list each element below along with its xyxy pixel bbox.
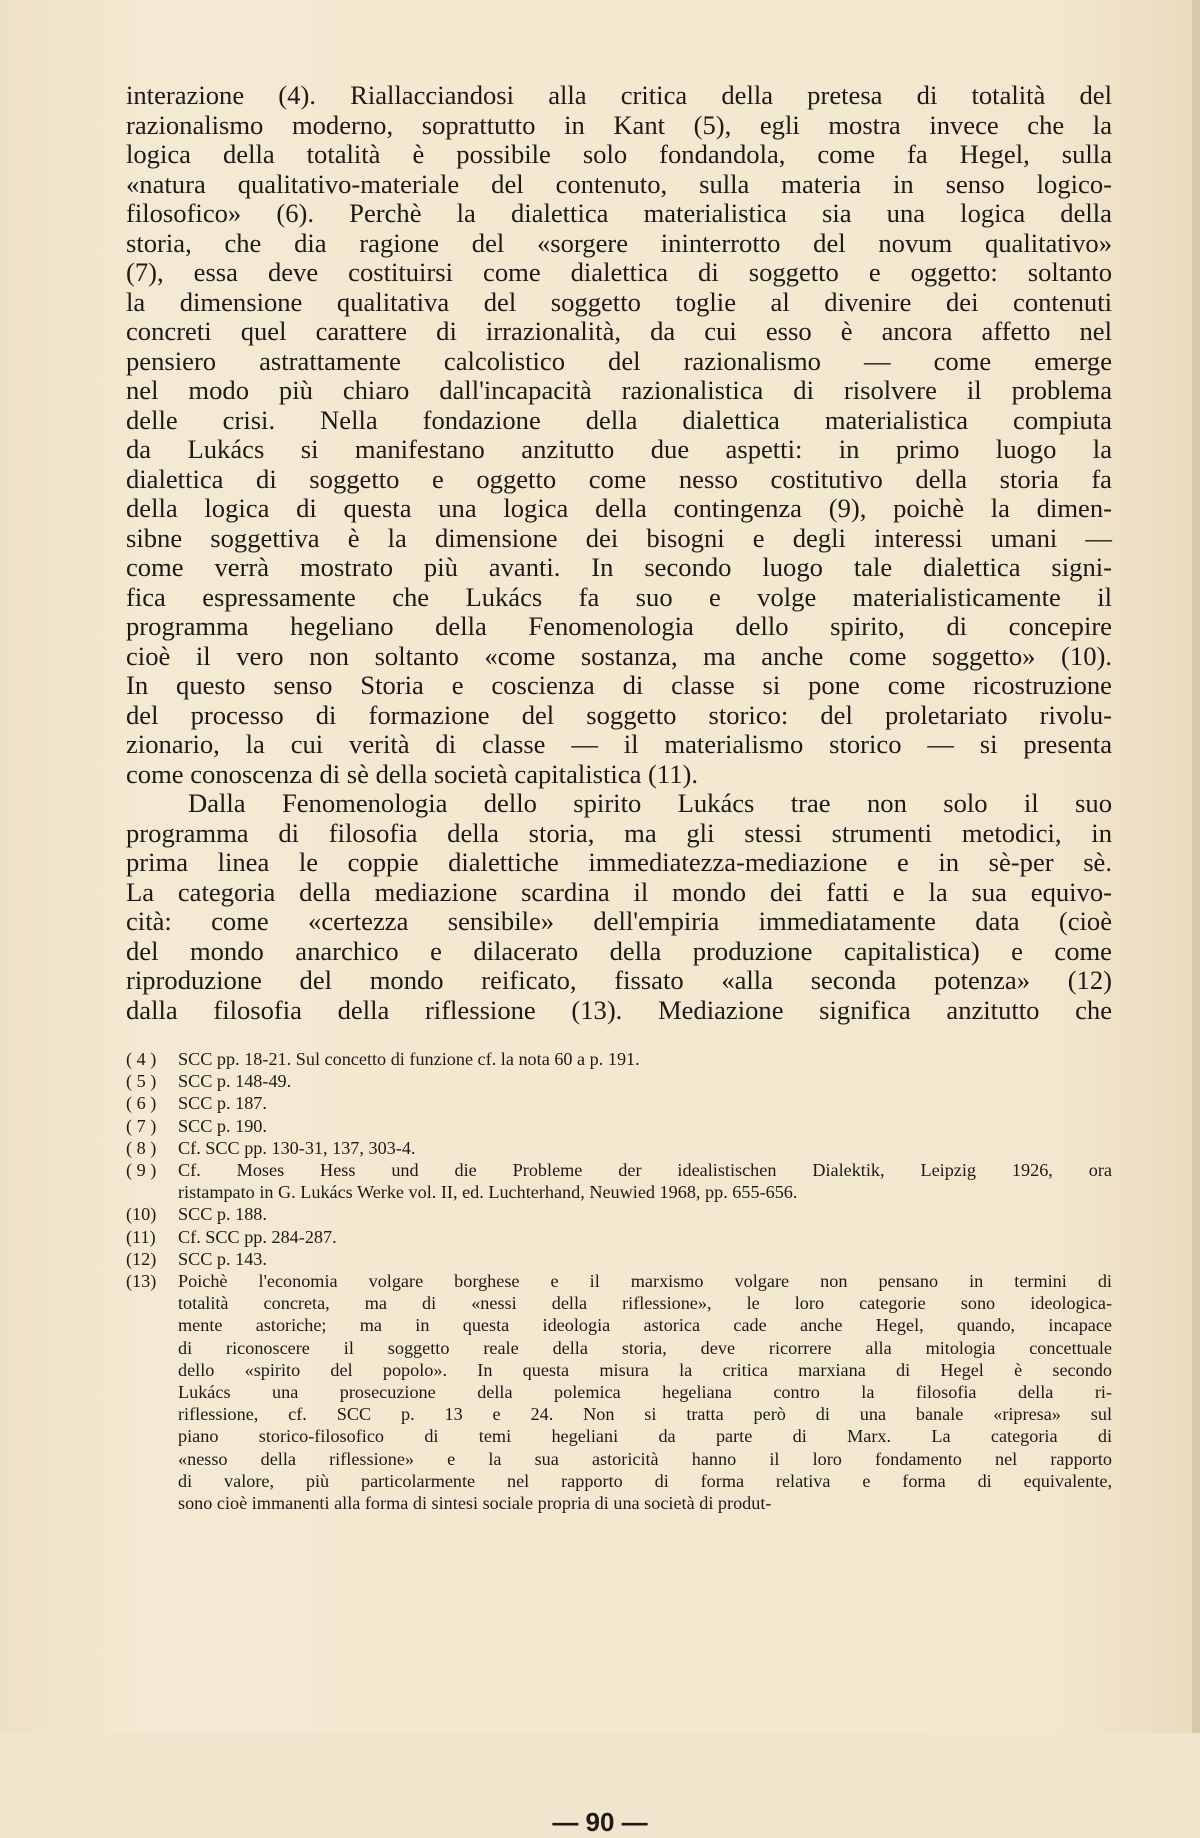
- body-line: della logica di questa una logica della contingenza (9), poichè la dimen-: [126, 493, 1112, 523]
- body-line: interazione (4). Riallacciandosi alla critica della pretesa di totalità del: [126, 80, 1112, 110]
- footnote-line: ristampato in G. Lukács Werke vol. II, ed. Luchterhand, Neuwied 1968, pp. 655-656.: [178, 1182, 798, 1203]
- footnote-line: Poichè l'economia volgare borghese e il marxismo volgare non pensano in termini di: [178, 1271, 1112, 1292]
- body-line: come conoscenza di sè della società capitalistica (11).: [126, 758, 698, 789]
- body-line: pensiero astrattamente calcolistico del razionalismo — come emerge: [126, 345, 1112, 376]
- footnote-line: Cf. SCC pp. 284-287.: [178, 1226, 337, 1247]
- footnote: [126, 1203, 1112, 1225]
- body-line: cioè il vero non soltanto «come sostanza, ma anche come soggetto» (10).: [126, 640, 1112, 671]
- footnote-number: ( 7 ): [126, 1115, 157, 1136]
- body-line: programma hegeliano della Fenomenologia dello spirito, di concepire: [126, 611, 1112, 641]
- footnote-line: Cf. Moses Hess und die Probleme der idealistischen Dialektik, Leipzig 1926, ora: [178, 1160, 1112, 1181]
- body-line: concreti quel carattere di irrazionalità, da cui esso è ancora affetto nel: [126, 316, 1112, 346]
- footnote-line: Cf. SCC pp. 130-31, 137, 303-4.: [178, 1137, 416, 1158]
- footnote-line: «nesso della riflessione» e la sua astoricità hanno il loro fondamento nel rapporto: [178, 1448, 1112, 1469]
- footnote: [126, 1248, 1112, 1270]
- body-line: dalla filosofia della riflessione (13). Mediazione significa anzitutto che: [126, 994, 1112, 1025]
- footnote-number: ( 5 ): [126, 1071, 157, 1092]
- body-line: da Lukács si manifestano anzitutto due aspetti: in primo luogo la: [126, 434, 1112, 464]
- body-line: razionalismo moderno, soprattutto in Kant (5), egli mostra invece che la: [126, 109, 1112, 140]
- footnote-line: SCC p. 187.: [178, 1093, 267, 1114]
- footnote-line: SCC p. 188.: [178, 1204, 267, 1225]
- footnote: [126, 1115, 1112, 1137]
- footnote-line: di valore, più particolarmente nel rapporto di forma relativa e forma di equivalente,: [178, 1470, 1112, 1491]
- body-line: delle crisi. Nella fondazione della dialettica materialistica compiuta: [126, 404, 1112, 435]
- body-line: programma di filosofia della storia, ma gli stessi strumenti metodici, in: [126, 817, 1112, 848]
- body-text: [126, 81, 1112, 1025]
- footnote-number: (10): [126, 1204, 157, 1225]
- body-line: fica espressamente che Lukács fa suo e volge materialisticamente il: [126, 581, 1112, 612]
- footnote-number: (11): [126, 1226, 156, 1247]
- body-line: la dimensione qualitativa del soggetto toglie al divenire dei contenuti: [126, 286, 1112, 317]
- body-line: zionario, la cui verità di classe — il materialismo storico — si presenta: [126, 729, 1112, 759]
- footnote-line: totalità concreta, ma di «nessi della riflessione», le loro categorie sono ideologica-: [178, 1293, 1112, 1314]
- body-line: sibne soggettiva è la dimensione dei bisogni e degli interessi umani —: [126, 522, 1112, 553]
- body-line: del processo di formazione del soggetto storico: del proletariato rivolu-: [126, 699, 1112, 730]
- footnote-line: SCC p. 148-49.: [178, 1071, 292, 1092]
- footnote-line: piano storico-filosofico di temi hegeliani da parte di Marx. La categoria di: [178, 1426, 1112, 1447]
- footnote-line: SCC p. 143.: [178, 1248, 267, 1269]
- body-line: riproduzione del mondo reificato, fissato «alla seconda potenza» (12): [126, 965, 1112, 995]
- body-line: nel modo più chiaro dall'incapacità razionalistica di risolvere il problema: [126, 375, 1112, 405]
- footnote-number: ( 6 ): [126, 1093, 157, 1114]
- footnote: [126, 1226, 1112, 1248]
- footnote-line: di riconoscere il soggetto reale della storia, deve ricorrere alla mitologia concettuale: [178, 1337, 1112, 1358]
- body-line: filosofico» (6). Perchè la dialettica materialistica sia una logica della: [126, 198, 1112, 228]
- body-line: (7), essa deve costituirsi come dialettica di soggetto e oggetto: soltanto: [126, 257, 1112, 287]
- footnote-line: SCC p. 190.: [178, 1115, 267, 1136]
- footnotes: [126, 1048, 1112, 1514]
- footnote-line: mente astoriche; ma in questa ideologia astorica cade anche Hegel, quando, incapace: [178, 1315, 1112, 1336]
- body-line: logica della totalità è possibile solo fondandola, come fa Hegel, sulla: [126, 139, 1112, 169]
- footnote-number: ( 9 ): [126, 1160, 157, 1181]
- footnote-line: dello «spirito del popolo». In questa misura la critica marxiana di Hegel è secondo: [178, 1359, 1112, 1380]
- footnote: [126, 1092, 1112, 1114]
- body-line: La categoria della mediazione scardina il mondo dei fatti e la sua equivo-: [126, 876, 1112, 907]
- footnote-number: ( 4 ): [126, 1049, 157, 1069]
- body-line: come verrà mostrato più avanti. In secondo luogo tale dialettica signi-: [126, 552, 1112, 582]
- body-line: cità: come «certezza sensibile» dell'empiria immediatamente data (cioè: [126, 906, 1112, 936]
- footnote-line: SCC pp. 18-21. Sul concetto di funzione cf. la nota 60 a p. 191.: [178, 1049, 640, 1069]
- footnote-line: sono cioè immanenti alla forma di sintesi sociale propria di una società di produt-: [178, 1493, 772, 1514]
- footnote-number: ( 8 ): [126, 1137, 157, 1158]
- footnote-number: (13): [126, 1271, 157, 1292]
- body-line: «natura qualitativo-materiale del contenuto, sulla materia in senso logico-: [126, 168, 1112, 199]
- footnote-line: Lukács una prosecuzione della polemica hegeliana contro la filosofia della ri-: [178, 1382, 1112, 1403]
- footnote: [126, 1070, 1112, 1092]
- body-line: prima linea le coppie dialettiche immediatezza-mediazione e in sè-per sè.: [126, 847, 1112, 877]
- page-number: — 90 —: [552, 1807, 648, 1837]
- body-line: storia, che dia ragione del «sorgere ininterrotto del novum qualitativo»: [126, 227, 1112, 258]
- body-line: dialettica di soggetto e oggetto come nesso costitutivo della storia fa: [126, 463, 1112, 494]
- body-line: Dalla Fenomenologia dello spirito Lukács trae non solo il suo: [188, 788, 1112, 818]
- footnote: [126, 1048, 1112, 1070]
- body-line: In questo senso Storia e coscienza di classe si pone come ricostruzione: [126, 670, 1112, 700]
- footnote: [126, 1270, 1112, 1514]
- footnote: [126, 1137, 1112, 1159]
- footnote-number: (12): [126, 1248, 157, 1269]
- body-line: del mondo anarchico e dilacerato della produzione capitalistica) e come: [126, 935, 1112, 966]
- footnote: [126, 1159, 1112, 1203]
- footnote-line: riflessione, cf. SCC p. 13 e 24. Non si tratta però di una banale «ripresa» sul: [178, 1404, 1112, 1425]
